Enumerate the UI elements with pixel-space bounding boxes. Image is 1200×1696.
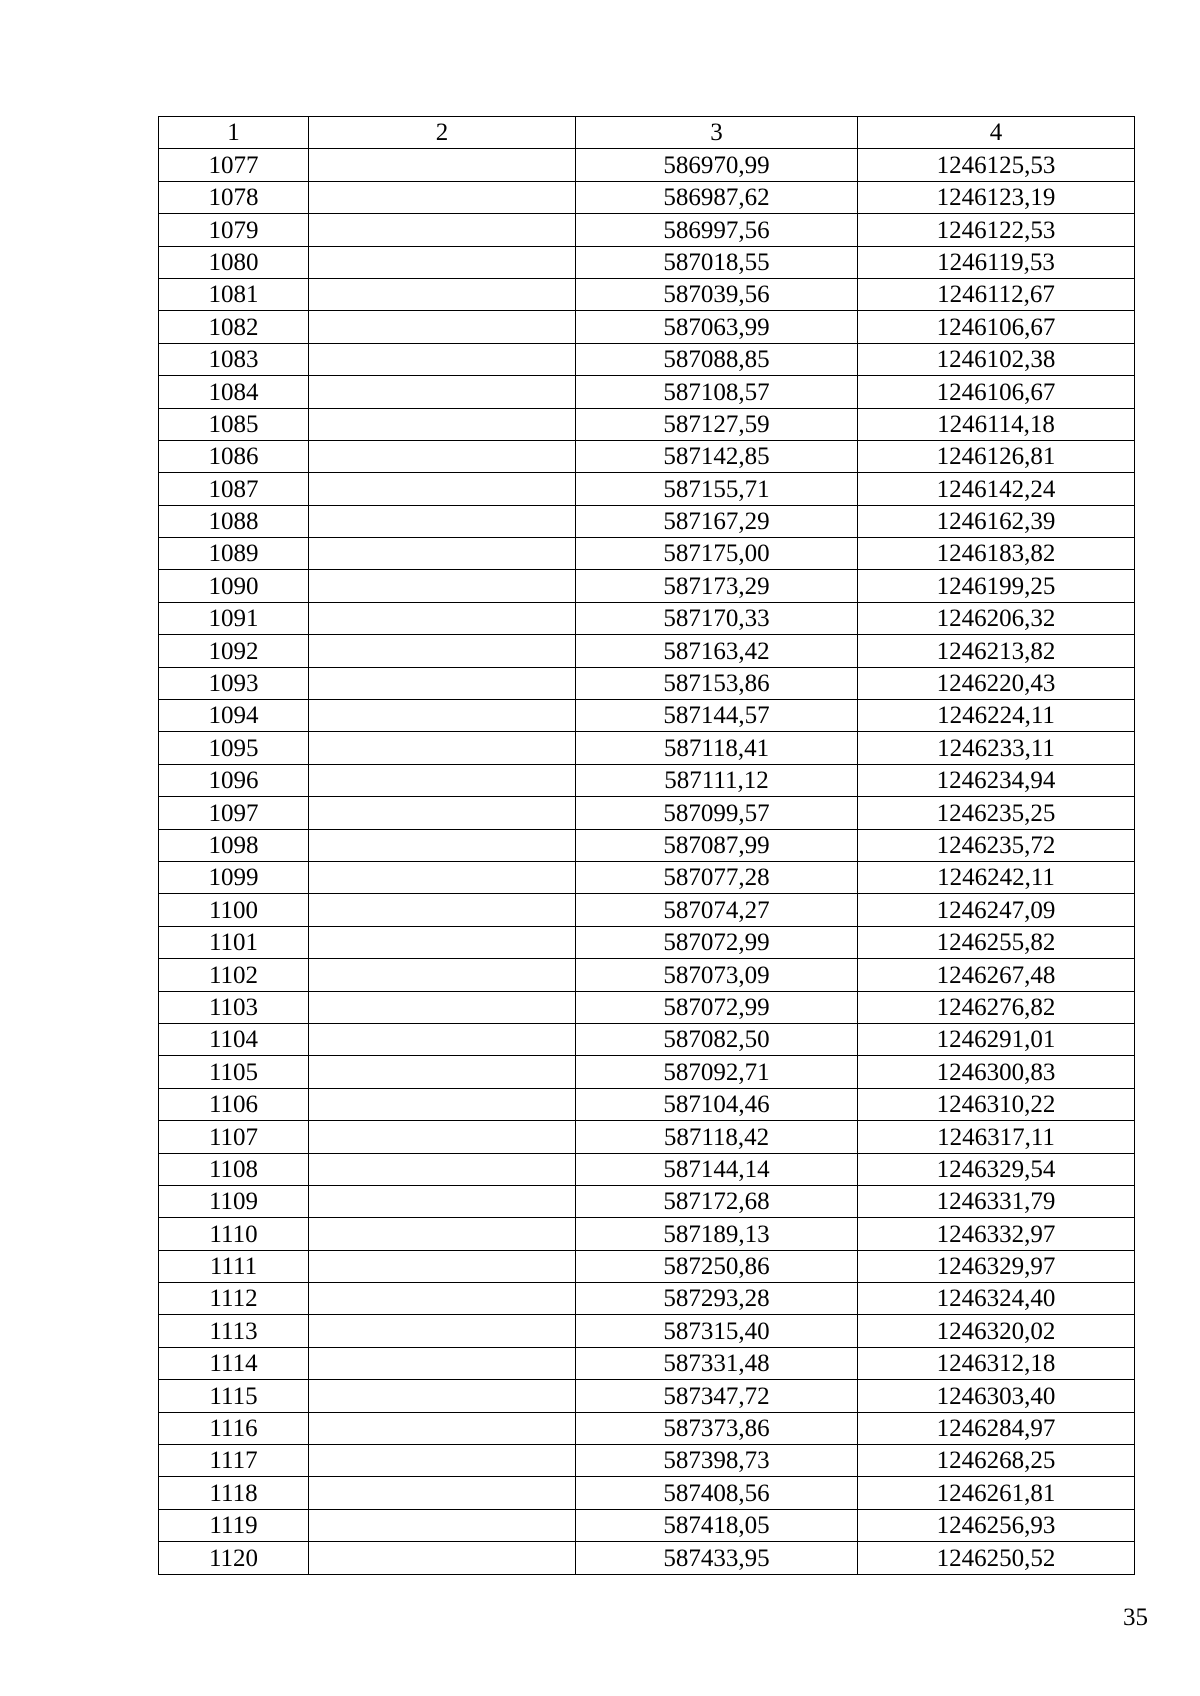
table-row [159,181,1135,213]
y-coordinate-cell: 1246224,11 [858,700,1135,732]
column-2-cell [309,861,576,893]
table-row [159,797,1135,829]
column-2-cell [309,505,576,537]
x-coordinate-cell: 587315,40 [576,1315,858,1347]
table-row [159,1250,1135,1282]
column-2-cell [309,538,576,570]
x-coordinate-cell: 587173,29 [576,570,858,602]
header-cell: 3 [576,117,858,149]
table-row [159,764,1135,796]
header-cell: 2 [309,117,576,149]
y-coordinate-cell: 1246112,67 [858,278,1135,310]
table-row [159,1023,1135,1055]
point-number-cell: 1094 [159,700,309,732]
table-row [159,1218,1135,1250]
x-coordinate-cell: 587092,71 [576,1056,858,1088]
column-2-cell [309,1153,576,1185]
point-number-cell: 1116 [159,1412,309,1444]
table-row [159,343,1135,375]
column-2-cell [309,408,576,440]
x-coordinate-cell: 587082,50 [576,1023,858,1055]
y-coordinate-cell: 1246247,09 [858,894,1135,926]
point-number-cell: 1081 [159,278,309,310]
y-coordinate-cell: 1246233,11 [858,732,1135,764]
table-row [159,959,1135,991]
x-coordinate-cell: 587063,99 [576,311,858,343]
point-number-cell: 1114 [159,1347,309,1379]
x-coordinate-cell: 587172,68 [576,1185,858,1217]
point-number-cell: 1105 [159,1056,309,1088]
y-coordinate-cell: 1246122,53 [858,214,1135,246]
x-coordinate-cell: 587347,72 [576,1380,858,1412]
x-coordinate-cell: 587144,57 [576,700,858,732]
y-coordinate-cell: 1246255,82 [858,926,1135,958]
column-2-cell [309,1283,576,1315]
y-coordinate-cell: 1246126,81 [858,440,1135,472]
x-coordinate-cell: 587250,86 [576,1250,858,1282]
table-row [159,311,1135,343]
point-number-cell: 1090 [159,570,309,602]
column-2-cell [309,246,576,278]
column-2-cell [309,311,576,343]
y-coordinate-cell: 1246119,53 [858,246,1135,278]
point-number-cell: 1086 [159,440,309,472]
point-number-cell: 1101 [159,926,309,958]
y-coordinate-cell: 1246267,48 [858,959,1135,991]
column-2-cell [309,1347,576,1379]
point-number-cell: 1077 [159,149,309,181]
x-coordinate-cell: 587170,33 [576,602,858,634]
y-coordinate-cell: 1246312,18 [858,1347,1135,1379]
column-2-cell [309,181,576,213]
table-row [159,991,1135,1023]
coordinates-table [158,116,1135,1575]
y-coordinate-cell: 1246106,67 [858,376,1135,408]
point-number-cell: 1102 [159,959,309,991]
table-row [159,1542,1135,1574]
table-row [159,1185,1135,1217]
column-2-cell [309,797,576,829]
table-row [159,1283,1135,1315]
page-number: 35 [1123,1604,1148,1631]
y-coordinate-cell: 1246300,83 [858,1056,1135,1088]
column-2-cell [309,343,576,375]
table-row [159,1088,1135,1120]
point-number-cell: 1100 [159,894,309,926]
table-row [159,861,1135,893]
x-coordinate-cell: 587155,71 [576,473,858,505]
point-number-cell: 1106 [159,1088,309,1120]
column-2-cell [309,1445,576,1477]
x-coordinate-cell: 587118,42 [576,1121,858,1153]
table-row [159,829,1135,861]
point-number-cell: 1091 [159,602,309,634]
table-row [159,149,1135,181]
point-number-cell: 1115 [159,1380,309,1412]
point-number-cell: 1095 [159,732,309,764]
y-coordinate-cell: 1246268,25 [858,1445,1135,1477]
column-2-cell [309,991,576,1023]
table-row [159,700,1135,732]
y-coordinate-cell: 1246324,40 [858,1283,1135,1315]
column-2-cell [309,959,576,991]
point-number-cell: 1107 [159,1121,309,1153]
column-2-cell [309,1412,576,1444]
y-coordinate-cell: 1246331,79 [858,1185,1135,1217]
y-coordinate-cell: 1246213,82 [858,635,1135,667]
column-2-cell [309,732,576,764]
table-row [159,1477,1135,1509]
table-row [159,894,1135,926]
table-row [159,278,1135,310]
point-number-cell: 1088 [159,505,309,537]
y-coordinate-cell: 1246123,19 [858,181,1135,213]
x-coordinate-cell: 587072,99 [576,991,858,1023]
column-2-cell [309,1185,576,1217]
table-row [159,732,1135,764]
point-number-cell: 1099 [159,861,309,893]
table-row [159,473,1135,505]
point-number-cell: 1096 [159,764,309,796]
column-2-cell [309,214,576,246]
y-coordinate-cell: 1246320,02 [858,1315,1135,1347]
x-coordinate-cell: 587073,09 [576,959,858,991]
y-coordinate-cell: 1246332,97 [858,1218,1135,1250]
x-coordinate-cell: 587373,86 [576,1412,858,1444]
point-number-cell: 1080 [159,246,309,278]
point-number-cell: 1092 [159,635,309,667]
header-row [159,117,1135,149]
x-coordinate-cell: 587418,05 [576,1509,858,1541]
table-row [159,1509,1135,1541]
point-number-cell: 1103 [159,991,309,1023]
x-coordinate-cell: 587099,57 [576,797,858,829]
column-2-cell [309,1121,576,1153]
y-coordinate-cell: 1246284,97 [858,1412,1135,1444]
column-2-cell [309,1088,576,1120]
y-coordinate-cell: 1246242,11 [858,861,1135,893]
y-coordinate-cell: 1246183,82 [858,538,1135,570]
point-number-cell: 1112 [159,1283,309,1315]
y-coordinate-cell: 1246114,18 [858,408,1135,440]
y-coordinate-cell: 1246106,67 [858,311,1135,343]
table-row [159,246,1135,278]
table-body [159,149,1135,1574]
point-number-cell: 1084 [159,376,309,408]
x-coordinate-cell: 587398,73 [576,1445,858,1477]
column-2-cell [309,1250,576,1282]
point-number-cell: 1089 [159,538,309,570]
column-2-cell [309,1023,576,1055]
x-coordinate-cell: 587433,95 [576,1542,858,1574]
point-number-cell: 1109 [159,1185,309,1217]
x-coordinate-cell: 587144,14 [576,1153,858,1185]
column-2-cell [309,1542,576,1574]
y-coordinate-cell: 1246102,38 [858,343,1135,375]
point-number-cell: 1082 [159,311,309,343]
x-coordinate-cell: 587074,27 [576,894,858,926]
table-row [159,1056,1135,1088]
y-coordinate-cell: 1246329,97 [858,1250,1135,1282]
point-number-cell: 1097 [159,797,309,829]
y-coordinate-cell: 1246329,54 [858,1153,1135,1185]
table-row [159,602,1135,634]
column-2-cell [309,1315,576,1347]
point-number-cell: 1117 [159,1445,309,1477]
point-number-cell: 1079 [159,214,309,246]
point-number-cell: 1104 [159,1023,309,1055]
table-row [159,214,1135,246]
x-coordinate-cell: 587127,59 [576,408,858,440]
y-coordinate-cell: 1246310,22 [858,1088,1135,1120]
y-coordinate-cell: 1246125,53 [858,149,1135,181]
x-coordinate-cell: 587163,42 [576,635,858,667]
x-coordinate-cell: 587072,99 [576,926,858,958]
point-number-cell: 1110 [159,1218,309,1250]
x-coordinate-cell: 587167,29 [576,505,858,537]
column-2-cell [309,1056,576,1088]
column-2-cell [309,602,576,634]
point-number-cell: 1119 [159,1509,309,1541]
point-number-cell: 1113 [159,1315,309,1347]
point-number-cell: 1083 [159,343,309,375]
x-coordinate-cell: 587018,55 [576,246,858,278]
table-row [159,505,1135,537]
point-number-cell: 1108 [159,1153,309,1185]
x-coordinate-cell: 587087,99 [576,829,858,861]
column-2-cell [309,635,576,667]
table-row [159,440,1135,472]
x-coordinate-cell: 586987,62 [576,181,858,213]
column-2-cell [309,1477,576,1509]
column-2-cell [309,926,576,958]
point-number-cell: 1118 [159,1477,309,1509]
table-row [159,538,1135,570]
x-coordinate-cell: 587111,12 [576,764,858,796]
x-coordinate-cell: 587153,86 [576,667,858,699]
y-coordinate-cell: 1246303,40 [858,1380,1135,1412]
column-2-cell [309,440,576,472]
column-2-cell [309,376,576,408]
table-row [159,1347,1135,1379]
y-coordinate-cell: 1246220,43 [858,667,1135,699]
y-coordinate-cell: 1246234,94 [858,764,1135,796]
x-coordinate-cell: 587088,85 [576,343,858,375]
y-coordinate-cell: 1246317,11 [858,1121,1135,1153]
column-2-cell [309,1380,576,1412]
table-row [159,667,1135,699]
x-coordinate-cell: 586997,56 [576,214,858,246]
y-coordinate-cell: 1246276,82 [858,991,1135,1023]
column-2-cell [309,764,576,796]
y-coordinate-cell: 1246199,25 [858,570,1135,602]
x-coordinate-cell: 587108,57 [576,376,858,408]
table-row [159,1445,1135,1477]
header-cell: 1 [159,117,309,149]
column-2-cell [309,473,576,505]
point-number-cell: 1087 [159,473,309,505]
y-coordinate-cell: 1246235,25 [858,797,1135,829]
x-coordinate-cell: 586970,99 [576,149,858,181]
x-coordinate-cell: 587293,28 [576,1283,858,1315]
column-2-cell [309,570,576,602]
table-row [159,1412,1135,1444]
y-coordinate-cell: 1246162,39 [858,505,1135,537]
table-row [159,1380,1135,1412]
point-number-cell: 1098 [159,829,309,861]
table-row [159,1315,1135,1347]
y-coordinate-cell: 1246291,01 [858,1023,1135,1055]
table-row [159,635,1135,667]
header-cell: 4 [858,117,1135,149]
column-2-cell [309,1218,576,1250]
x-coordinate-cell: 587039,56 [576,278,858,310]
x-coordinate-cell: 587077,28 [576,861,858,893]
table-row [159,408,1135,440]
column-2-cell [309,1509,576,1541]
table-row [159,376,1135,408]
y-coordinate-cell: 1246261,81 [858,1477,1135,1509]
x-coordinate-cell: 587408,56 [576,1477,858,1509]
x-coordinate-cell: 587142,85 [576,440,858,472]
point-number-cell: 1085 [159,408,309,440]
point-number-cell: 1078 [159,181,309,213]
table-row [159,926,1135,958]
y-coordinate-cell: 1246250,52 [858,1542,1135,1574]
point-number-cell: 1093 [159,667,309,699]
y-coordinate-cell: 1246142,24 [858,473,1135,505]
table-row [159,1121,1135,1153]
x-coordinate-cell: 587118,41 [576,732,858,764]
x-coordinate-cell: 587104,46 [576,1088,858,1120]
column-2-cell [309,894,576,926]
column-2-cell [309,278,576,310]
y-coordinate-cell: 1246206,32 [858,602,1135,634]
column-2-cell [309,149,576,181]
table-row [159,1153,1135,1185]
x-coordinate-cell: 587331,48 [576,1347,858,1379]
table-row [159,570,1135,602]
point-number-cell: 1120 [159,1542,309,1574]
y-coordinate-cell: 1246235,72 [858,829,1135,861]
x-coordinate-cell: 587189,13 [576,1218,858,1250]
point-number-cell: 1111 [159,1250,309,1282]
x-coordinate-cell: 587175,00 [576,538,858,570]
column-2-cell [309,829,576,861]
y-coordinate-cell: 1246256,93 [858,1509,1135,1541]
column-2-cell [309,667,576,699]
column-2-cell [309,700,576,732]
